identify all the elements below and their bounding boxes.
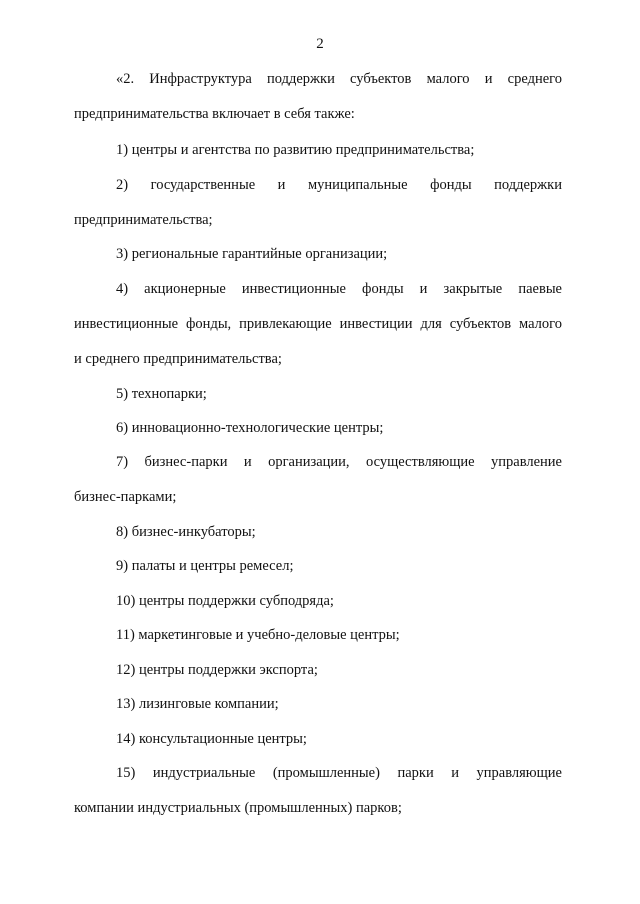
text-line: «2. Инфраструктура поддержки субъектов малого и среднего xyxy=(116,71,562,87)
text-line: предпринимательства включает в себя также: xyxy=(74,106,355,122)
text-line: 11) маркетинговые и учебно-деловые центры; xyxy=(116,627,400,643)
list-item-2 xyxy=(74,168,562,238)
text-line: 4) акционерные инвестиционные фонды и закрытые паевые xyxy=(116,281,562,297)
text-line: 3) региональные гарантийные организации; xyxy=(116,246,388,262)
list-item-14 xyxy=(74,722,562,757)
list-item-7 xyxy=(74,445,562,515)
text-line: и среднего предпринимательства; xyxy=(74,351,282,367)
text-line: бизнес-парками; xyxy=(74,489,177,505)
list-item-15 xyxy=(74,756,562,826)
text-line: 13) лизинговые компании; xyxy=(116,696,279,712)
list-item-3 xyxy=(74,237,562,272)
paragraph-intro xyxy=(74,62,562,132)
text-line: инвестиционные фонды, привлекающие инвестиции для субъектов малого xyxy=(74,316,562,332)
text-line: 15) индустриальные (промышленные) парки и управляющие xyxy=(116,765,562,781)
text-line: 6) инновационно-технологические центры; xyxy=(116,420,384,436)
text-line: 5) технопарки; xyxy=(116,386,207,402)
list-item-8 xyxy=(74,515,562,550)
list-item-9 xyxy=(74,549,562,584)
text-line: 10) центры поддержки субподряда; xyxy=(116,593,334,609)
text-line: 12) центры поддержки экспорта; xyxy=(116,662,318,678)
text-line: 14) консультационные центры; xyxy=(116,731,307,747)
list-item-11 xyxy=(74,618,562,653)
list-item-1 xyxy=(74,133,562,168)
list-item-12 xyxy=(74,653,562,688)
text-line: 2) государственные и муниципальные фонды поддержки xyxy=(116,177,562,193)
text-line: 1) центры и агентства по развитию предпринимательства; xyxy=(116,142,475,158)
list-item-4 xyxy=(74,272,562,377)
text-line: 9) палаты и центры ремесел; xyxy=(116,558,294,574)
list-item-10 xyxy=(74,584,562,619)
text-line: 8) бизнес-инкубаторы; xyxy=(116,524,256,540)
list-item-13 xyxy=(74,687,562,722)
text-line: предпринимательства; xyxy=(74,212,213,228)
list-item-6 xyxy=(74,411,562,446)
text-line: компании индустриальных (промышленных) парков; xyxy=(74,800,402,816)
page-number: 2 xyxy=(316,36,324,52)
text-line: 7) бизнес-парки и организации, осуществляющие управление xyxy=(116,454,562,470)
list-item-5 xyxy=(74,377,562,412)
